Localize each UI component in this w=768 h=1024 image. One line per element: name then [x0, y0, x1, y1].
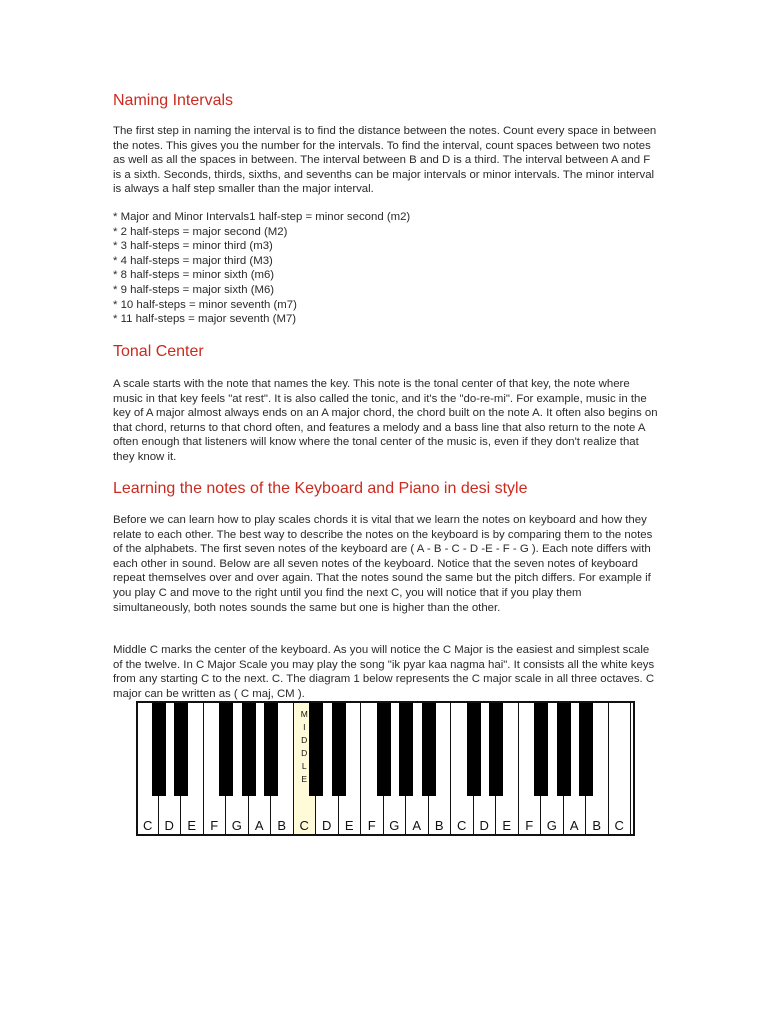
heading-naming-intervals: Naming Intervals	[113, 92, 234, 109]
key-label: A	[569, 818, 579, 833]
key-label: F	[210, 818, 219, 833]
black-key	[377, 701, 391, 796]
black-key	[309, 701, 323, 796]
interval-list-item: * 11 half-steps = major seventh (M7)	[113, 313, 297, 326]
key-label: B	[434, 818, 444, 833]
paragraph-keyboard-notes: Before we can learn how to play scales chords it is vital that we learn the notes on keyboard and how they relate to each other. The best way to describe the notes on the keyboard is by comparing them to the notes of the alphabets. The first seven notes of the keyboard are ( A - B - C - D -E - F - G ). Each note differs with each other in sound. Below are all seven notes of the keyboard. Notice that the seven notes of keyboard repeat themselves over and over again. That the notes sound the same but the pitch differs. For example if you play C and move to the right until you find the next C, you will notice that if you play them simultaneously, both notes sounds the same but one is higher than the other.	[113, 514, 653, 614]
middle-label-letter: D	[301, 748, 308, 758]
paragraph-middle-c: Middle C marks the center of the keyboard. As you will notice the C Major is the easiest and simplest scale of the twelve. In C Major Scale you may play the song "ik pyar kaa nagma hai". It consists all the white keys from any starting C to the next. C. The diagram 1 below represents the C major scale in all three octaves. C major can be written as ( C maj, CM ).	[113, 644, 655, 700]
middle-label-letter: L	[301, 761, 307, 771]
key-label: B	[277, 818, 287, 833]
key-label: G	[231, 818, 242, 833]
black-key	[489, 701, 503, 796]
key-label: D	[164, 818, 174, 833]
white-key	[609, 701, 632, 835]
middle-label-letter: I	[303, 722, 306, 732]
key-label: G	[546, 818, 557, 833]
key-label: A	[254, 818, 264, 833]
key-label: D	[322, 818, 332, 833]
key-label: E	[502, 818, 512, 833]
key-label: C	[143, 818, 153, 833]
interval-list-item: * 2 half-steps = major second (M2)	[113, 225, 288, 238]
key-label: F	[525, 818, 534, 833]
black-key	[467, 701, 481, 796]
paragraph-tonal-center: A scale starts with the note that names the key. This note is the tonal center of that key, the note where music in that key feels "at rest". It is also called the tonic, and it's the "do-re-mi". For example, music in the key of A major almost always ends on an A major chord, the chord built on the note A. It often also begins on that chord, returns to that chord often, and features a melody and a bass line that also return to the note A often enough that listeners will know where the tonal center of the music is, even if they don't realize that they know it.	[113, 378, 658, 463]
key-label: A	[412, 818, 422, 833]
interval-list-item: * 3 half-steps = minor third (m3)	[113, 240, 273, 253]
black-key	[422, 701, 436, 796]
interval-list-item: * 9 half-steps = major sixth (M6)	[113, 283, 275, 296]
key-label: C	[457, 818, 467, 833]
black-key	[242, 701, 256, 796]
middle-label-letter: D	[301, 735, 308, 745]
black-key	[534, 701, 548, 796]
black-key	[219, 701, 233, 796]
black-key	[152, 701, 166, 796]
black-key	[579, 701, 593, 796]
key-label: E	[187, 818, 197, 833]
interval-list-item: * 4 half-steps = major third (M3)	[113, 254, 273, 267]
interval-list-item: * Major and Minor Intervals1 half-step = minor second (m2)	[113, 211, 411, 223]
key-label: E	[344, 818, 354, 833]
black-key	[399, 701, 413, 796]
heading-keyboard-notes: Learning the notes of the Keyboard and Piano in desi style	[113, 480, 528, 497]
middle-label-letter: M	[300, 709, 308, 719]
interval-list	[113, 210, 410, 327]
black-key	[264, 701, 278, 796]
piano-keyboard-diagram	[136, 701, 635, 836]
key-label: G	[389, 818, 400, 833]
key-label: B	[592, 818, 602, 833]
key-label: C	[614, 818, 624, 833]
middle-label-letter: E	[301, 774, 308, 784]
key-label: F	[367, 818, 376, 833]
interval-list-item: * 8 half-steps = minor sixth (m6)	[113, 269, 275, 282]
paragraph-naming-intervals: The first step in naming the interval is to find the distance between the notes. Count every space in between the notes. This gives you the number for the intervals. To find the interval, count spaces between two notes as well as all the spaces in between. The interval between B and D is a third. The interval between A and F is a sixth. Seconds, thirds, sixths, and sevenths can be major intervals or minor intervals. The minor interval is always a half step smaller than the major interval.	[113, 125, 657, 196]
black-key	[332, 701, 346, 796]
black-key	[557, 701, 571, 796]
key-label: D	[479, 818, 489, 833]
black-key	[174, 701, 188, 796]
heading-tonal-center: Tonal Center	[113, 343, 204, 360]
key-label: C	[299, 818, 309, 833]
interval-list-item: * 10 half-steps = minor seventh (m7)	[113, 298, 297, 311]
